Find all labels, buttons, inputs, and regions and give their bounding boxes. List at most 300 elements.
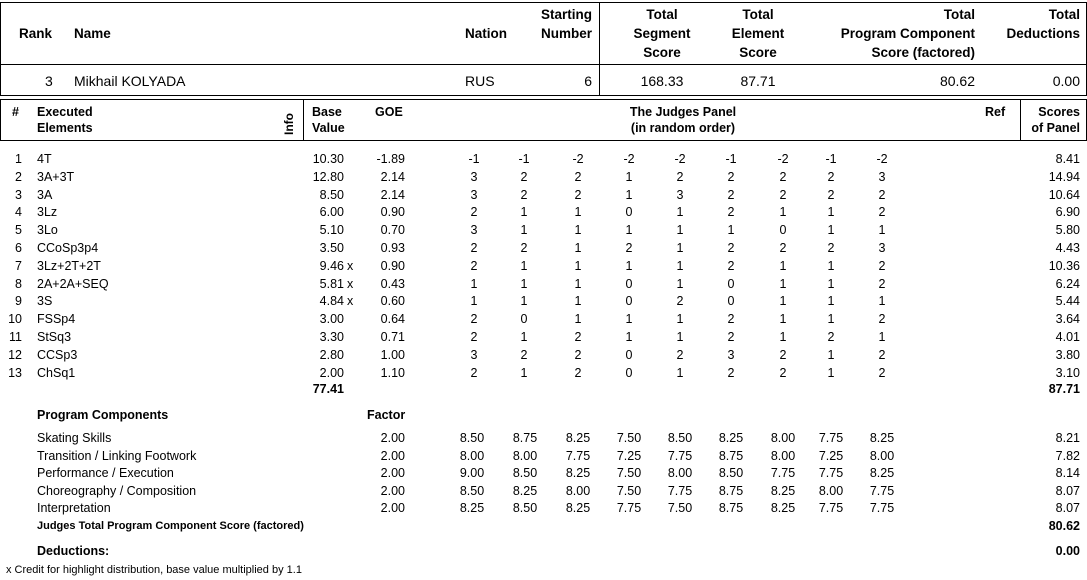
element-judge-score: 2 xyxy=(676,169,684,184)
pc-judge-score: 8.25 xyxy=(565,501,591,516)
element-judge-score: 1 xyxy=(779,330,787,344)
element-row xyxy=(0,222,1087,239)
element-judge-score: 2 xyxy=(470,241,478,255)
element-name: CCSp3 xyxy=(37,347,78,362)
element-panel-score: 5.44 xyxy=(1055,294,1080,309)
element-name: 3Lz+2T+2T xyxy=(37,258,101,273)
element-name: CCoSp3p4 xyxy=(37,241,99,255)
element-goe: 0.90 xyxy=(380,205,405,220)
element-row xyxy=(0,151,1087,168)
element-judge-score: -1 xyxy=(468,152,480,166)
element-goe: 0.71 xyxy=(380,330,405,344)
element-judge-score: 1 xyxy=(878,330,886,344)
element-judge-score: 1 xyxy=(470,276,478,291)
element-judge-score: 2 xyxy=(574,187,582,202)
element-name: 2A+2A+SEQ xyxy=(37,276,109,291)
header-scores-line2: of Panel xyxy=(1031,121,1080,135)
element-judge-score: 0 xyxy=(727,276,735,291)
skater-total-element-score: 87.71 xyxy=(740,73,776,89)
element-judge-score: 1 xyxy=(625,312,633,327)
pc-name: Transition / Linking Footwork xyxy=(37,448,197,463)
pc-judge-score: 7.75 xyxy=(818,431,844,445)
pc-row xyxy=(0,448,1087,465)
pc-judge-score: 8.00 xyxy=(770,431,796,445)
element-judge-score: 1 xyxy=(520,330,528,344)
header-base-value xyxy=(312,104,345,136)
element-panel-score: 14.94 xyxy=(1048,169,1080,184)
element-goe: 0.60 xyxy=(380,294,405,309)
element-judge-score: 3 xyxy=(727,347,735,362)
element-panel-score: 6.90 xyxy=(1055,205,1080,220)
element-judge-score: 2 xyxy=(779,347,787,362)
element-judge-score: 0 xyxy=(520,312,528,327)
pc-judge-score: 8.25 xyxy=(869,431,895,445)
element-judge-score: 2 xyxy=(520,347,528,362)
element-judge-score: 1 xyxy=(827,276,835,291)
element-judge-score: 2 xyxy=(878,276,886,291)
element-row xyxy=(0,169,1087,186)
element-panel-score: 3.64 xyxy=(1055,312,1080,327)
element-judge-score: 2 xyxy=(727,169,735,184)
pc-judge-score: 8.00 xyxy=(459,448,485,463)
element-goe: 2.14 xyxy=(380,169,405,184)
header-ded-line2: Deductions xyxy=(1006,26,1080,41)
pc-judge-score: 7.75 xyxy=(667,483,693,498)
element-number: 3 xyxy=(15,187,22,202)
header-tes-line2: Element xyxy=(731,26,785,41)
header-scores-line1: Scores xyxy=(1038,105,1080,119)
element-judge-score: 1 xyxy=(676,223,684,238)
pc-judge-score: 7.50 xyxy=(616,483,642,498)
pc-name: Skating Skills xyxy=(37,431,112,445)
skater-nation: RUS xyxy=(465,73,495,89)
element-name: 3S xyxy=(37,294,53,309)
element-goe: 2.14 xyxy=(380,187,405,202)
elements-header-box xyxy=(0,99,1087,141)
element-judge-score: 2 xyxy=(574,347,582,362)
element-judge-score: 2 xyxy=(878,258,886,273)
element-judge-score: 2 xyxy=(470,365,478,380)
element-number: 1 xyxy=(15,152,22,166)
element-judge-score: 1 xyxy=(574,258,582,273)
element-judge-score: 2 xyxy=(827,187,835,202)
element-judge-score: 1 xyxy=(520,258,528,273)
element-judge-score: 0 xyxy=(625,365,633,380)
pc-judge-score: 8.00 xyxy=(667,466,693,481)
header-starting-line2: Number xyxy=(540,26,592,41)
pc-judge-score: 8.00 xyxy=(869,448,895,463)
element-base-value: 12.80 xyxy=(312,169,344,184)
element-goe: 0.93 xyxy=(380,241,405,255)
elements-total-score: 87.71 xyxy=(1048,382,1080,396)
pc-judge-score: 8.50 xyxy=(512,501,538,516)
pc-judge-score: 8.00 xyxy=(512,448,538,463)
element-judge-score: 0 xyxy=(727,294,735,309)
summary-divider xyxy=(599,2,600,96)
element-number: 5 xyxy=(15,223,22,238)
pc-factor-label: Factor xyxy=(367,408,406,422)
element-row xyxy=(0,240,1087,257)
element-row xyxy=(0,187,1087,204)
pc-judge-score: 8.50 xyxy=(718,466,744,481)
element-judge-score: 0 xyxy=(625,294,633,309)
element-judge-score: 1 xyxy=(779,276,787,291)
element-judge-score: 2 xyxy=(727,187,735,202)
element-judge-score: 1 xyxy=(520,205,528,220)
element-judge-score: 1 xyxy=(676,312,684,327)
pc-judge-score: 7.75 xyxy=(818,501,844,516)
element-judge-score: 1 xyxy=(676,258,684,273)
element-judge-score: 1 xyxy=(676,205,684,220)
header-tss-line2: Segment xyxy=(633,26,691,41)
element-judge-score: 2 xyxy=(676,347,684,362)
element-number: 6 xyxy=(15,241,22,255)
element-judge-score: 0 xyxy=(625,347,633,362)
pc-row xyxy=(0,483,1087,500)
pc-judge-score: 8.00 xyxy=(770,448,796,463)
header-pcs-line2: Program Component xyxy=(840,26,975,41)
element-name: 4T xyxy=(37,152,52,166)
pc-factor: 2.00 xyxy=(380,448,405,463)
element-judge-score: -2 xyxy=(876,152,888,166)
element-judge-score: 1 xyxy=(827,205,835,220)
pc-row xyxy=(0,430,1087,447)
pc-judge-score: 8.25 xyxy=(718,431,744,445)
pc-judge-score: 8.25 xyxy=(565,466,591,481)
skater-name: Mikhail KOLYADA xyxy=(74,73,186,89)
element-judge-score: 2 xyxy=(574,169,582,184)
element-judge-score: 1 xyxy=(520,365,528,380)
element-judge-score: 2 xyxy=(727,312,735,327)
header-starting-line1: Starting xyxy=(540,7,592,22)
element-base-value: 5.81 xyxy=(319,276,344,291)
header-tes-line3: Score xyxy=(739,45,777,60)
pc-judge-score: 8.75 xyxy=(718,501,744,516)
pc-score: 8.07 xyxy=(1055,501,1080,516)
element-judge-score: 2 xyxy=(470,312,478,327)
element-judge-score: 1 xyxy=(827,312,835,327)
element-goe: 0.90 xyxy=(380,258,405,273)
element-judge-score: 1 xyxy=(676,330,684,344)
element-name: StSq3 xyxy=(37,330,72,344)
element-judge-score: -2 xyxy=(623,152,635,166)
pc-judges-total-label: Judges Total Program Component Score (factored) xyxy=(37,520,304,532)
pc-judge-score: 9.00 xyxy=(459,466,485,481)
element-number: 4 xyxy=(15,205,22,220)
element-judge-score: 0 xyxy=(779,223,787,238)
element-judge-score: 0 xyxy=(625,205,633,220)
element-row xyxy=(0,365,1087,382)
element-judge-score: 3 xyxy=(470,223,478,238)
element-name: 3Lo xyxy=(37,223,58,238)
element-name: 3Lz xyxy=(37,205,58,220)
pc-judge-score: 8.25 xyxy=(869,466,895,481)
pc-judge-score: 8.75 xyxy=(718,448,744,463)
element-judge-score: 3 xyxy=(470,347,478,362)
element-number: 12 xyxy=(8,347,22,362)
element-goe: 1.10 xyxy=(380,365,405,380)
header-total-deductions xyxy=(990,5,1080,43)
header-tes-line1: Total xyxy=(742,7,774,22)
element-base-value: 4.84 xyxy=(319,294,344,309)
element-number: 13 xyxy=(8,365,22,380)
header-ref: Ref xyxy=(985,105,1006,119)
pc-score: 8.21 xyxy=(1055,431,1080,445)
pc-judge-score: 8.00 xyxy=(818,483,844,498)
header-pcs-line1: Total xyxy=(943,7,975,22)
deductions-value: 0.00 xyxy=(1055,544,1080,558)
skater-total-deductions: 0.00 xyxy=(1052,73,1080,89)
element-name: 3A+3T xyxy=(37,169,75,184)
element-judge-score: 1 xyxy=(676,276,684,291)
element-judge-score: 1 xyxy=(779,312,787,327)
element-judge-score: 2 xyxy=(676,294,684,309)
element-judge-score: 2 xyxy=(779,241,787,255)
pc-judges-total: 80.62 xyxy=(1048,519,1080,533)
element-judge-score: 2 xyxy=(878,347,886,362)
element-judge-score: 2 xyxy=(520,169,528,184)
footnote: x Credit for highlight distribution, base value multiplied by 1.1 xyxy=(6,564,302,576)
pc-judge-score: 7.75 xyxy=(869,501,895,516)
pc-judge-score: 7.75 xyxy=(616,501,642,516)
element-judge-score: 2 xyxy=(727,205,735,220)
element-judge-score: 1 xyxy=(574,276,582,291)
element-judge-score: -2 xyxy=(777,152,789,166)
pc-judge-score: 8.50 xyxy=(667,431,693,445)
element-judge-score: 3 xyxy=(878,241,886,255)
element-base-value: 6.00 xyxy=(319,205,344,220)
header-base-line1: Base xyxy=(312,105,342,119)
element-judge-score: 1 xyxy=(574,294,582,309)
pc-judge-score: 7.75 xyxy=(565,448,591,463)
element-panel-score: 4.01 xyxy=(1055,330,1080,344)
pc-judge-score: 7.75 xyxy=(667,448,693,463)
skater-rank: 3 xyxy=(45,73,53,89)
element-judge-score: 2 xyxy=(878,187,886,202)
element-judge-score: 1 xyxy=(779,258,787,273)
skater-starting-number: 6 xyxy=(584,73,592,89)
element-judge-score: 2 xyxy=(727,258,735,273)
element-judge-score: 1 xyxy=(827,294,835,309)
pc-factor: 2.00 xyxy=(380,483,405,498)
element-judge-score: 2 xyxy=(470,330,478,344)
pc-judge-score: 7.25 xyxy=(616,448,642,463)
element-judge-score: 3 xyxy=(470,187,478,202)
element-judge-score: -2 xyxy=(572,152,584,166)
col-divider-base xyxy=(303,99,304,141)
element-judge-score: 2 xyxy=(827,330,835,344)
header-nation: Nation xyxy=(465,26,507,41)
pc-score: 7.82 xyxy=(1055,448,1080,463)
element-judge-score: 2 xyxy=(779,365,787,380)
element-base-value: 3.00 xyxy=(319,312,344,327)
element-base-value: 2.80 xyxy=(319,347,344,362)
element-judge-score: 2 xyxy=(574,330,582,344)
element-judge-score: 2 xyxy=(574,365,582,380)
element-judge-score: -1 xyxy=(725,152,737,166)
pc-judge-score: 7.75 xyxy=(869,483,895,498)
header-total-element-score xyxy=(712,5,804,62)
element-panel-score: 3.10 xyxy=(1055,365,1080,380)
pc-judge-score: 8.75 xyxy=(718,483,744,498)
element-row xyxy=(0,329,1087,346)
element-judge-score: 2 xyxy=(520,187,528,202)
element-row xyxy=(0,311,1087,328)
element-judge-score: 2 xyxy=(727,241,735,255)
pc-factor: 2.00 xyxy=(380,431,405,445)
element-goe: -1.89 xyxy=(376,152,405,166)
header-total-segment-score xyxy=(612,5,712,62)
element-goe: 0.64 xyxy=(380,312,405,327)
element-judge-score: 0 xyxy=(625,276,633,291)
element-judge-score: 2 xyxy=(878,312,886,327)
pc-name: Performance / Execution xyxy=(37,466,174,481)
element-goe: 0.43 xyxy=(380,276,405,291)
element-judge-score: 1 xyxy=(574,241,582,255)
header-name: Name xyxy=(74,26,111,41)
pc-judge-score: 8.75 xyxy=(512,431,538,445)
element-panel-score: 10.36 xyxy=(1048,258,1080,273)
pc-factor: 2.00 xyxy=(380,466,405,481)
header-ded-line1: Total xyxy=(1048,7,1080,22)
element-judge-score: 2 xyxy=(520,241,528,255)
header-starting-number xyxy=(530,5,592,43)
element-judge-score: 1 xyxy=(676,365,684,380)
element-judge-score: 2 xyxy=(827,241,835,255)
header-tss-line3: Score xyxy=(643,45,681,60)
skater-total-pcs: 80.62 xyxy=(939,73,975,89)
element-judge-score: 2 xyxy=(779,169,787,184)
header-info: Info xyxy=(282,113,296,135)
element-base-value: 3.50 xyxy=(319,241,344,255)
element-panel-score: 10.64 xyxy=(1048,187,1080,202)
element-judge-score: 1 xyxy=(827,223,835,238)
element-goe: 1.00 xyxy=(380,347,405,362)
element-number: 8 xyxy=(15,276,22,291)
element-number: 11 xyxy=(9,330,22,344)
pc-score: 8.14 xyxy=(1055,466,1080,481)
element-judge-score: 2 xyxy=(470,258,478,273)
element-row xyxy=(0,293,1087,310)
header-tss-line1: Total xyxy=(646,7,678,22)
element-judge-score: 1 xyxy=(779,205,787,220)
header-pcs-line3: Score (factored) xyxy=(871,45,975,60)
element-judge-score: -1 xyxy=(518,152,530,166)
element-judge-score: 1 xyxy=(574,205,582,220)
element-judge-score: 1 xyxy=(520,223,528,238)
elements-total-base: 77.41 xyxy=(312,382,344,396)
pc-judge-score: 8.25 xyxy=(459,501,485,516)
pc-judge-score: 8.25 xyxy=(770,483,796,498)
pc-row xyxy=(0,500,1087,517)
element-number: 9 xyxy=(15,294,22,309)
pc-judge-score: 7.50 xyxy=(616,466,642,481)
pc-judge-score: 7.50 xyxy=(667,501,693,516)
pc-name: Choreography / Composition xyxy=(37,483,197,498)
element-judge-score: 1 xyxy=(520,294,528,309)
element-judge-score: 1 xyxy=(827,258,835,273)
element-judge-score: 1 xyxy=(625,169,633,184)
element-judge-score: 1 xyxy=(625,330,633,344)
pc-judge-score: 8.50 xyxy=(459,431,485,445)
deductions-label: Deductions: xyxy=(37,544,110,558)
header-num: # xyxy=(12,105,19,119)
element-panel-score: 6.24 xyxy=(1055,276,1080,291)
skater-total-segment-score: 168.33 xyxy=(640,73,684,89)
header-scores-of-panel xyxy=(1020,104,1080,136)
element-judge-score: 1 xyxy=(625,187,633,202)
header-total-pcs xyxy=(820,5,975,62)
element-panel-score: 5.80 xyxy=(1055,223,1080,238)
element-row xyxy=(0,276,1087,293)
element-judge-score: 3 xyxy=(470,169,478,184)
element-judge-score: 3 xyxy=(878,169,886,184)
element-judge-score: 2 xyxy=(727,365,735,380)
element-name: FSSp4 xyxy=(37,312,76,327)
header-goe: GOE xyxy=(375,105,403,119)
element-base-value: 10.30 xyxy=(312,152,344,166)
element-bonus-mark: x xyxy=(347,276,354,291)
element-bonus-mark: x xyxy=(347,258,354,273)
header-rank: Rank xyxy=(19,26,53,41)
element-judge-score: -2 xyxy=(674,152,686,166)
element-judge-score: 1 xyxy=(574,312,582,327)
element-judge-score: 2 xyxy=(827,169,835,184)
pc-judge-score: 8.50 xyxy=(512,466,538,481)
element-bonus-mark: x xyxy=(347,294,354,309)
element-judge-score: 1 xyxy=(625,258,633,273)
header-judges-panel xyxy=(583,104,783,136)
pc-judge-score: 8.00 xyxy=(565,483,591,498)
element-judge-score: 2 xyxy=(878,205,886,220)
element-judge-score: 1 xyxy=(827,347,835,362)
pc-title: Program Components xyxy=(37,408,169,422)
element-judge-score: 1 xyxy=(827,365,835,380)
pc-judge-score: 8.25 xyxy=(565,431,591,445)
element-judge-score: 2 xyxy=(625,241,633,255)
pc-row xyxy=(0,465,1087,482)
pc-judge-score: 7.50 xyxy=(616,431,642,445)
element-base-value: 9.46 xyxy=(319,258,344,273)
pc-judge-score: 8.25 xyxy=(770,501,796,516)
element-name: 3A xyxy=(37,187,53,202)
element-base-value: 5.10 xyxy=(319,223,344,238)
pc-judge-score: 7.25 xyxy=(818,448,844,463)
element-goe: 0.70 xyxy=(380,223,405,238)
element-base-value: 8.50 xyxy=(319,187,344,202)
element-row xyxy=(0,258,1087,275)
header-judges-line2: (in random order) xyxy=(630,121,736,135)
pc-judge-score: 7.75 xyxy=(770,466,796,481)
element-panel-score: 8.41 xyxy=(1055,152,1080,166)
element-judge-score: 3 xyxy=(676,187,684,202)
element-judge-score: 1 xyxy=(676,241,684,255)
element-row xyxy=(0,347,1087,364)
header-executed-line1: Executed xyxy=(37,105,93,119)
element-judge-score: 1 xyxy=(727,223,735,238)
element-judge-score: 1 xyxy=(470,294,478,309)
element-judge-score: 1 xyxy=(779,294,787,309)
element-judge-score: 1 xyxy=(878,223,886,238)
pc-score: 8.07 xyxy=(1055,483,1080,498)
header-base-line2: Value xyxy=(312,121,345,135)
element-number: 7 xyxy=(15,258,22,273)
pc-judge-score: 7.75 xyxy=(818,466,844,481)
element-judge-score: 1 xyxy=(878,294,886,309)
element-judge-score: 2 xyxy=(779,187,787,202)
header-judges-line1: The Judges Panel xyxy=(629,105,737,119)
element-judge-score: 2 xyxy=(727,330,735,344)
